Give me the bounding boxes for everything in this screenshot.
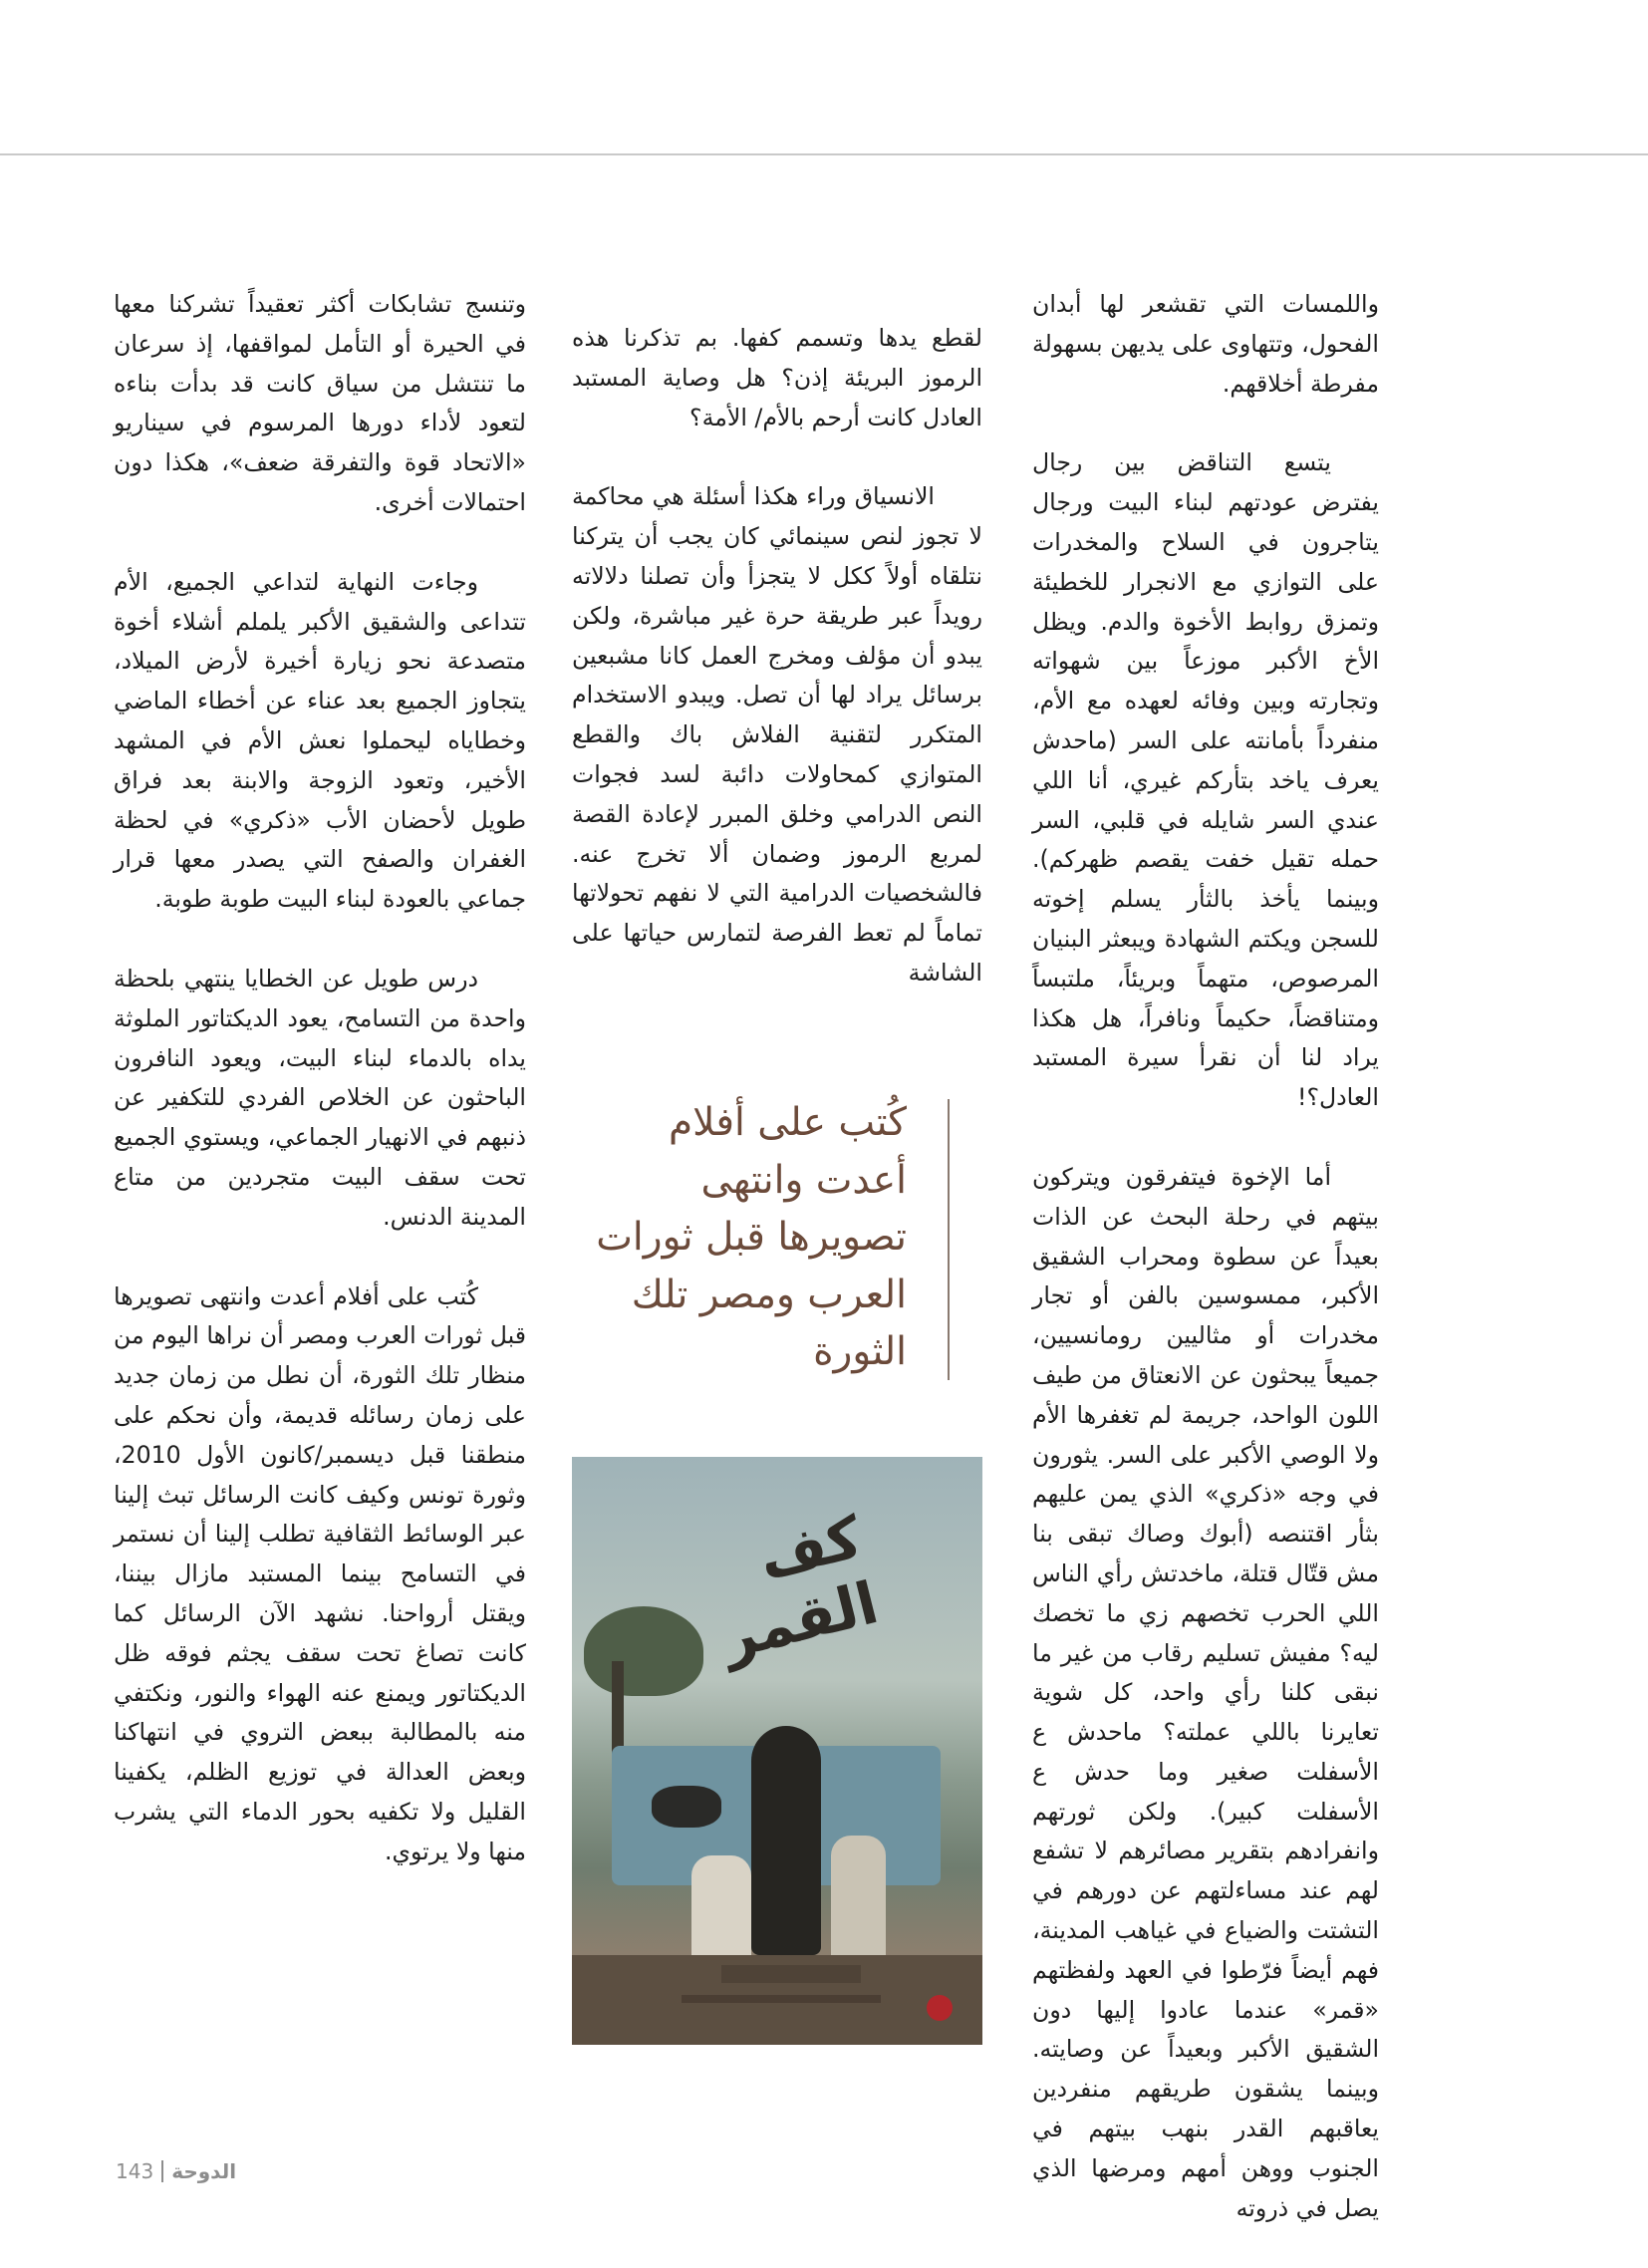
article-column-middle: [572, 319, 982, 1033]
page-footer: [116, 2158, 236, 2184]
paragraph: لقطع يدها وتسمم كفها. بم تذكرنا هذه الرموز البريئة إذن؟ هل وصاية المستبد العادل كانت أرحم بالأم/ الأمة؟: [572, 324, 982, 431]
paragraph: أما الإخوة فيتفرقون ويتركون بيتهم في رحلة البحث عن الذات بعيداً عن سطوة ومحراب الشقيق الأكبر، ممسوسين بالفن أو تجار مخدرات أو مثاليين رومانسيين، جميعاً يبحثون عن الانعتاق من طيف اللون الواحد، جريمة لم تغفرها الأم ولا الوصي الأكبر على السر. يثورون في وجه «ذكري» الذي يمن عليهم بثأر اقتنصه (أبوك وصاك تبقى بنا مش قتّال قتلة، ماخدتش رأي الناس اللي الحرب تخصهم زي ما تخصك ليه؟ مفيش تسليم رقاب من غير ما نبقى كلنا رأي واحد، كل شوية تعايرنا باللي عملته؟ ماحدش ع الأسفلت صغير وما حدش ع الأسفلت كبير). ولكن ثورتهم وانفرادهم بتقرير مصائرهم لا تشفع لهم عند مساءلتهم عن دورهم في التشتت والضياع في غياهب المدينة، فهم أيضاً فرّطوا في العهد ولفظتهم «قمر» عندما عادوا إليها دون الشقيق الأكبر وبعيداً عن وصايته. وبينما يشقون طريقهم منفردين يعاقبهم القدر بنهب بيتهم في الجنوب ووهن أمهم ومرضها الذي يصل في ذروته: [1032, 1162, 1379, 2222]
paragraph: وجاءت النهاية لتداعي الجميع، الأم تتداعى والشقيق الأكبر يلملم أشلاء أخوة متصدعة نحو زيارة أخيرة لأرض الميلاد، يتجاوز الجميع بعد عناء عن أخطاء الماضي وخطاياه ليحملوا نعش الأم في المشهد الأخير، وتعود الزوجة والابنة بعد فراق طويل لأحضان الأب «ذكري» في لحظة الغفران والصفح التي يصدر معها قرار جماعي بالعودة لبناء البيت طوبة طوبة.: [114, 567, 526, 914]
footer-separator: [161, 2160, 163, 2182]
magazine-name: الدوحة: [171, 2159, 237, 2183]
page-number: 143: [116, 2159, 154, 2183]
article-column-left: [114, 285, 526, 1911]
poster-title: كف القمر: [714, 1503, 885, 1673]
poster-wall-hole: [652, 1786, 721, 1828]
paragraph: كُتب على أفلام أعدت وانتهى تصويرها قبل ثورات العرب ومصر أن نراها اليوم من منظار تلك الثورة، أن نطل من زمان جديد على زمان رسائله قديمة، وأن نحكم على منطقنا قبل ديسمبر/كانون الأول 2010، وثورة تونس وكيف كانت الرسائل تبث إلينا عبر الوسائط الثقافية تطلب إلينا أن نستمر في التسامح بينما المستبد مازال بيننا، ويقتل أرواحنا. نشهد الآن الرسائل كما كانت تصاغ تحت سقف يجثم فوقه ظل الديكتاتور ويمنع عنه الهواء والنور، ونكتفي منه بالمطالبة ببعض التروي في انتهاكنا وبعض العدالة في توزيع الظلم، يكفينا القليل ولا تكفيه بحور الدماء التي يشرب منها ولا يرتوي.: [114, 1281, 526, 1865]
paragraph: الانسياق وراء هكذا أسئلة هي محاكمة لا تجوز لنص سينمائي كان يجب أن يتركنا نتلقاه أولاً ككل لا يتجزأ وأن تصلنا دلالاته رويداً عبر طريقة حرة غير مباشرة، ولكن يبدو أن مؤلف ومخرج العمل كانا مشبعين برسائل يراد لها أن تصل. ويبدو الاستخدام المتكرر لتقنية الفلاش باك والقطع المتوازي كمحاولات دائبة لسد فجوات النص الدرامي وخلق المبرر لإعادة القصة لمربع الرموز وضمان ألا تخرج عنه. فالشخصيات الدرامية التي لا نفهم تحولاتها تماماً لم تعط الفرصة لتمارس حياتها على الشاشة: [572, 482, 982, 987]
poster-logo-badge: [927, 1995, 953, 2021]
pull-quote: كُتب على أفلام أعدت وانتهى تصويرها قبل ثورات العرب ومصر تلك الثورة: [596, 1100, 907, 1374]
poster-figure-central: [751, 1726, 821, 1955]
film-poster-image: [572, 1457, 982, 2045]
paragraph: وتنسج تشابكات أكثر تعقيداً تشركنا معها في الحيرة أو التأمل لمواقفها، إذ سرعان ما تنتشل من سياق كانت قد بدأت بناءه لتعود لأداء دورها المرسوم في سيناريو «الاتحاد قوة والتفرقة ضعف»، هكذا دون احتمالات أخرى.: [114, 290, 526, 516]
paragraph: يتسع التناقض بين رجال يفترض عودتهم لبناء البيت ورجال يتاجرون في السلاح والمخدرات على التوازي مع الانجرار للخطيئة وتمزق روابط الأخوة والدم. ويظل الأخ الأكبر موزعاً بين شهواته وتجارته وبين وفائه لعهده مع الأم، منفرداً بأمانته على السر (ماحدش يعرف ياخد بتأركم غيري، أنا اللي عندي السر شايله في قلبي، السر حمله تقيل خفت يقصم ظهركم). وبينما يأخذ بالثأر يسلم إخوته للسجن ويكتم الشهادة ويبعثر البنيان المرصوص، متهماً وبريئاً، ملتبساً ومتناقضاً، حكيماً ونافراً، هل هكذا يراد لنا أن نقرأ سيرة المستبد العادل؟!: [1032, 448, 1379, 1112]
pull-quote-rule: [948, 1099, 950, 1380]
paragraph: واللمسات التي تقشعر لها أبدان الفحول، وتتهاوى على يديهن بسهولة مفرطة أخلاقهم.: [1032, 290, 1379, 398]
paragraph: درس طويل عن الخطايا ينتهي بلحظة واحدة من التسامح، يعود الديكتاتور الملوثة يداه بالدماء لبناء البيت، ويعود النافرون الباحثون عن الخلاص الفردي للتكفير عن ذنبهم في الانهيار الجماعي، ويستوي الجميع تحت سقف البيت متجردين من متاع المدينة الدنس.: [114, 964, 526, 1231]
poster-credits: [682, 1995, 881, 2003]
poster-credits: [721, 1965, 861, 1983]
article-column-right: [1032, 285, 1379, 2268]
top-divider: [0, 153, 1648, 155]
